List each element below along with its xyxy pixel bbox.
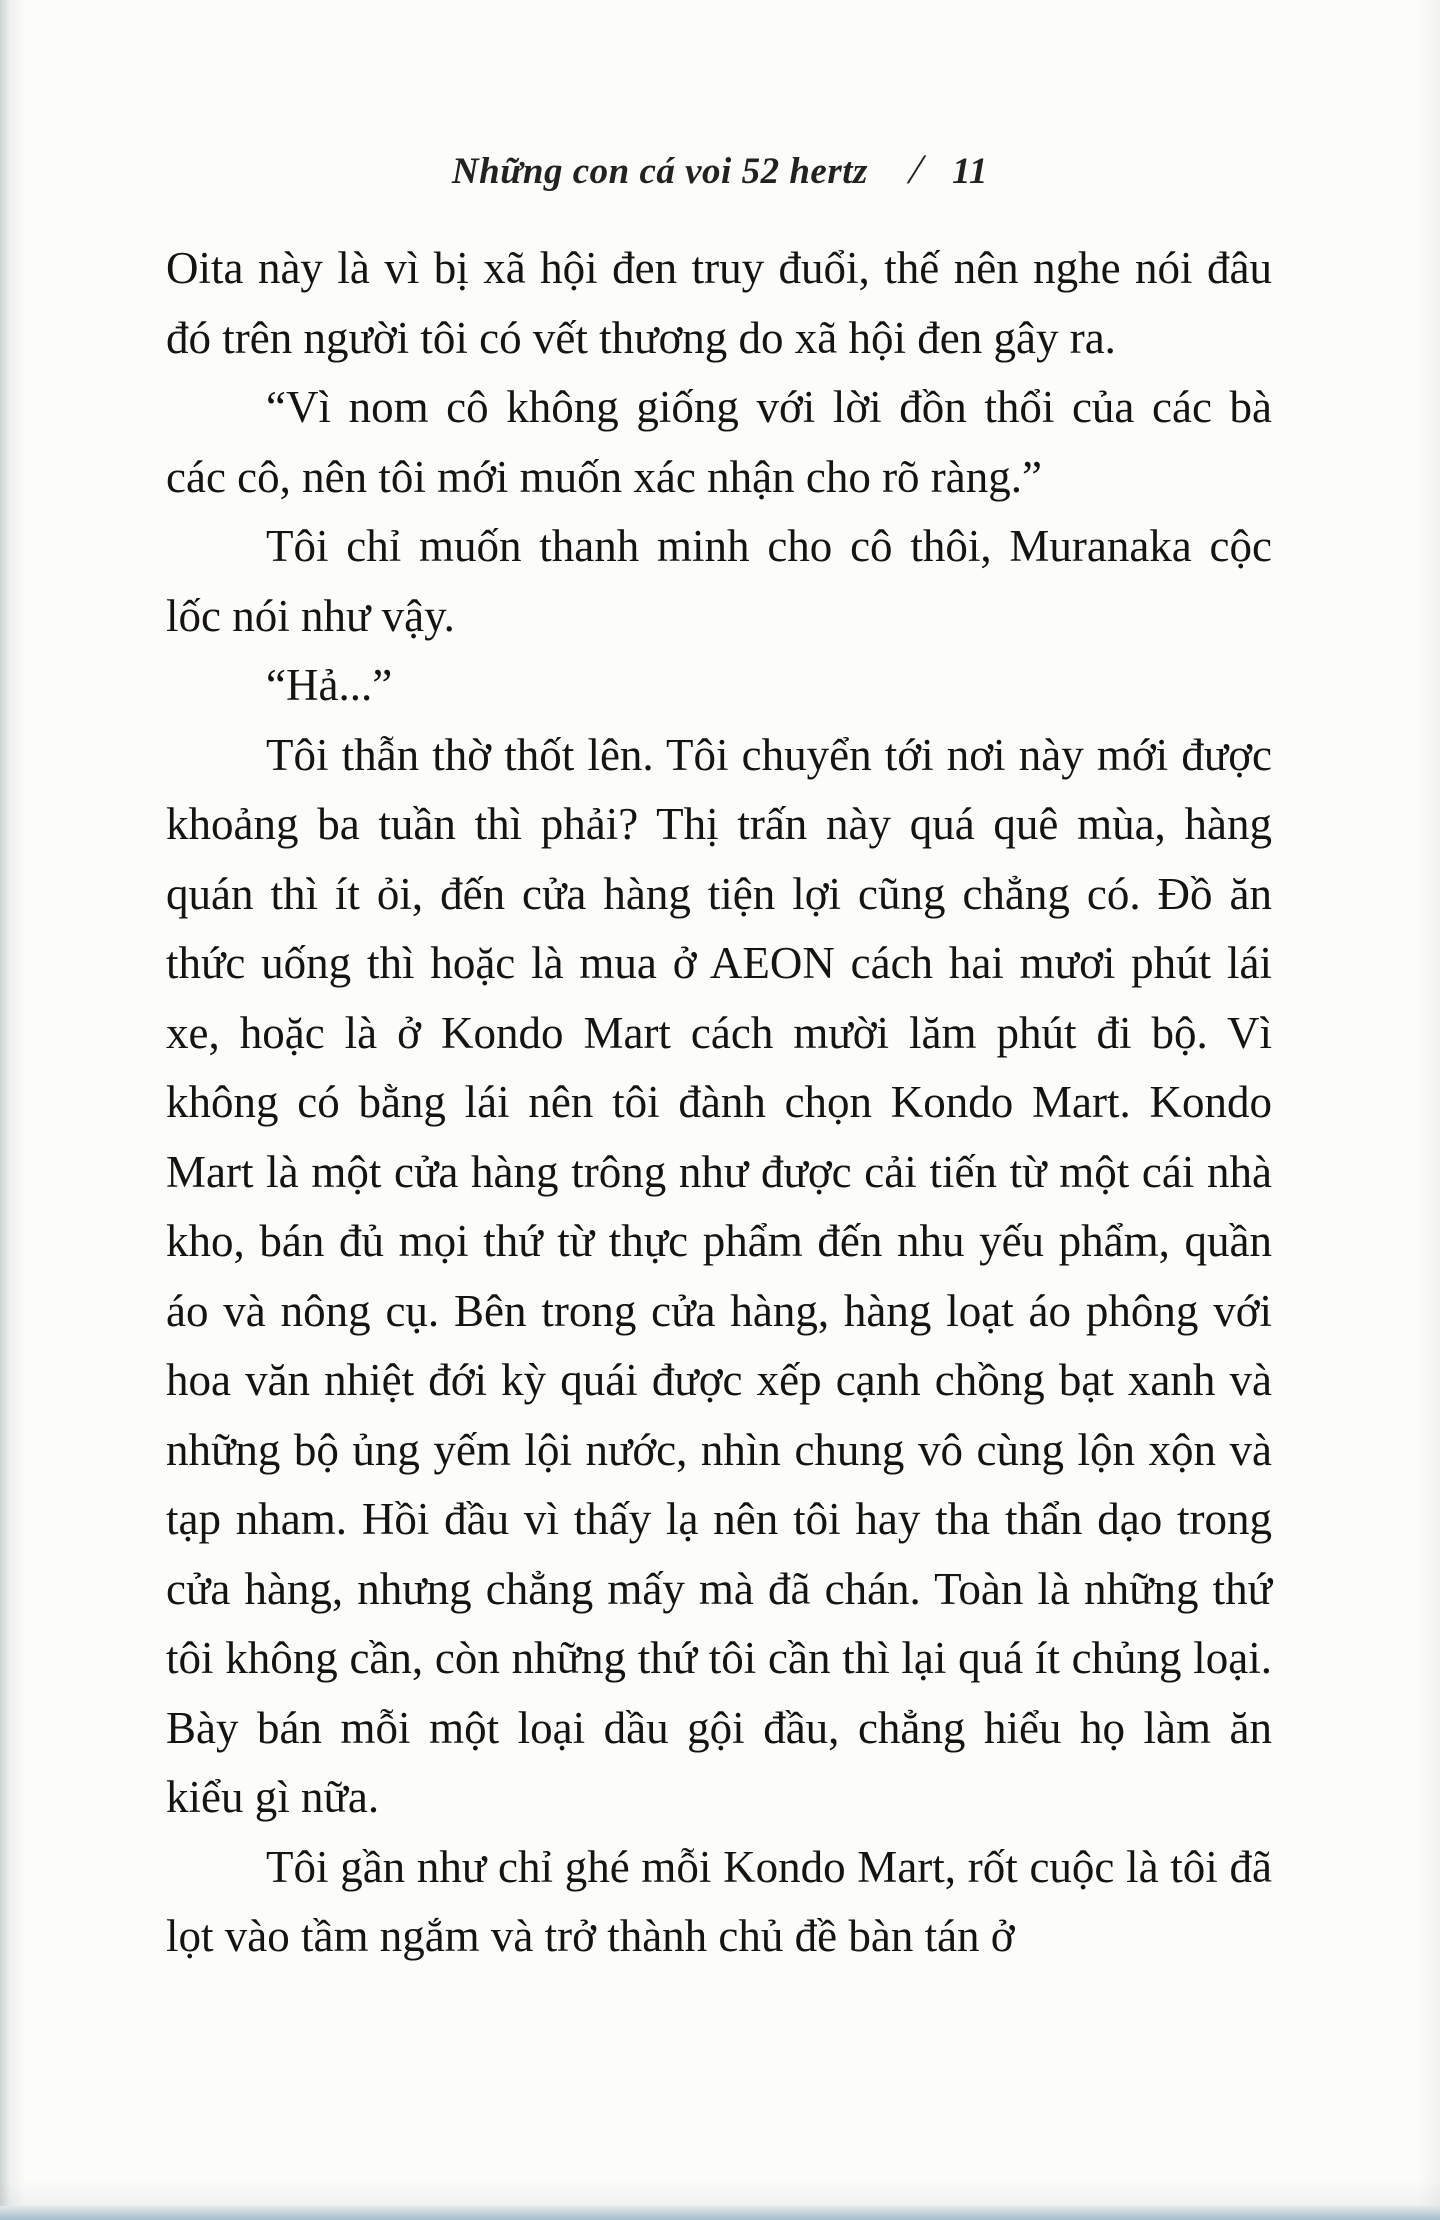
paragraph: Tôi gần như chỉ ghé mỗi Kondo Mart, rốt cuộc là tôi đã lọt vào tầm ngắm và trở thành chủ đề bàn tán ở <box>166 1841 1272 1961</box>
running-header <box>0 146 1440 194</box>
paragraph: Oita này là vì bị xã hội đen truy đuổi, thế nên nghe nói đâu đó trên người tôi có vết thương do xã hội đen gây ra. <box>166 243 1272 363</box>
header-separator: / <box>907 147 925 193</box>
book-title: Những con cá voi 52 hertz <box>451 151 868 192</box>
paragraph: Tôi chỉ muốn thanh minh cho cô thôi, Muranaka cộc lốc nói như vậy. <box>166 521 1272 641</box>
scan-bottom-edge <box>0 2206 1440 2220</box>
body-text <box>166 234 1272 1972</box>
paragraph: Tôi thẫn thờ thốt lên. Tôi chuyển tới nơi này mới được khoảng ba tuần thì phải? Thị trấn này quá quê mùa, hàng quán thì ít ỏi, đến cửa hàng tiện lợi cũng chẳng có. Đồ ăn thức uống thì hoặc là mua ở AEON cách hai mươi phút lái xe, hoặc là ở Kondo Mart cách mười lăm phút đi bộ. Vì không có bằng lái nên tôi đành chọn Kondo Mart. Kondo Mart là một cửa hàng trông như được cải tiến từ một cái nhà kho, bán đủ mọi thứ từ thực phẩm đến nhu yếu phẩm, quần áo và nông cụ. Bên trong cửa hàng, hàng loạt áo phông với hoa văn nhiệt đới kỳ quái được xếp cạnh chồng bạt xanh và những bộ ủng yếm lội nước, nhìn chung vô cùng lộn xộn và tạp nham. Hồi đầu vì thấy lạ nên tôi hay tha thẩn dạo trong cửa hàng, nhưng chẳng mấy mà đã chán. Toàn là những thứ tôi không cần, còn những thứ tôi cần thì lại quá ít chủng loại. Bày bán mỗi một loại dầu gội đầu, chẳng hiểu họ làm ăn kiểu gì nữa. <box>166 729 1272 1822</box>
page-number: 11 <box>952 151 989 192</box>
paragraph: “Hả...” <box>266 660 393 710</box>
scan-edge-shade <box>0 0 10 2220</box>
paragraph: “Vì nom cô không giống với lời đồn thổi của các bà các cô, nên tôi mới muốn xác nhận cho rõ ràng.” <box>166 382 1272 502</box>
